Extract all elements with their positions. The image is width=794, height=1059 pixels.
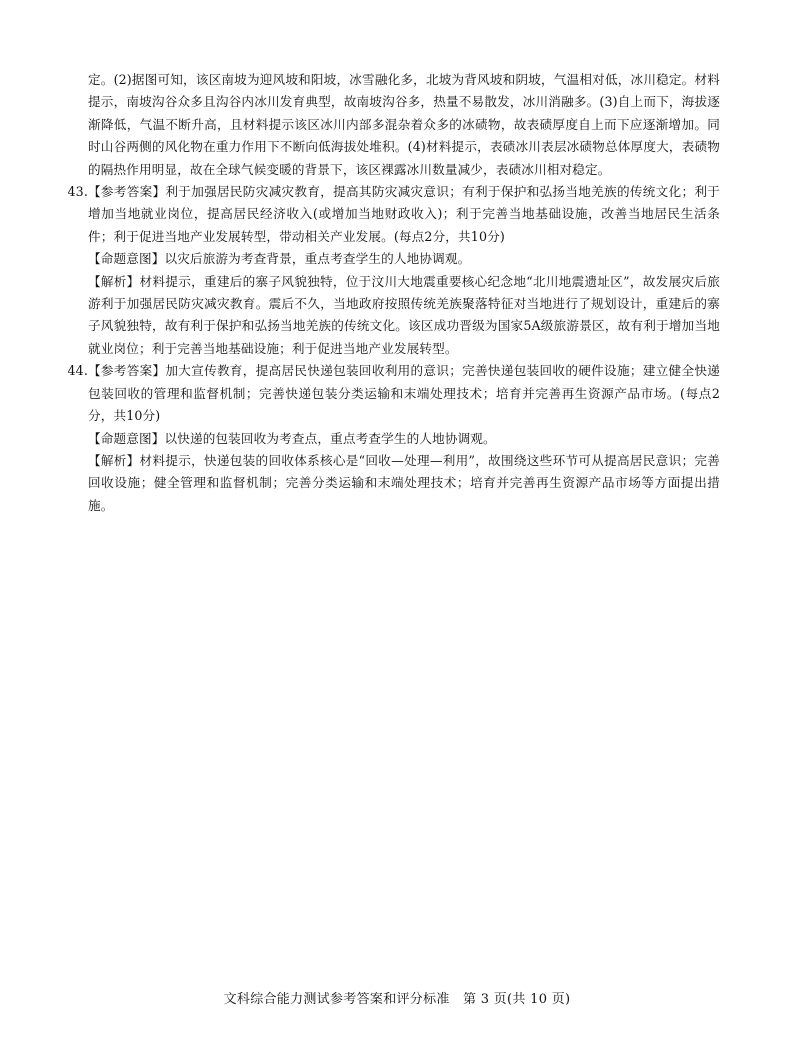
- question-intent: 【命题意图】以快递的包装回收为考查点，重点考查学生的人地协调观。: [88, 430, 496, 446]
- question-43-block: [67, 181, 720, 360]
- answer-content: [67, 69, 720, 517]
- question-intent: 【命题意图】以灾后旅游为考查背景，重点考查学生的人地协调观。: [88, 251, 471, 267]
- answer-analysis: 【解析】材料提示，重建后的寨子风貌独特，位于汶川大地震重要核心纪念地“北川地震遗址区”，故发展灾后旅游利于加强居民防灾减灾教育。震后不久，当地政府按照传统羌族聚落特征对当地进行了规划设计，重建后的寨子风貌独特，故有利于保护和弘扬当地羌族的传统文化。该区成功晋级为国家5A级旅游景区，故有利于增加当地就业岗位；利于完善当地基础设施；利于促进当地产业发展转型。: [88, 273, 720, 356]
- reference-answer: 【参考答案】利于加强居民防灾减灾教育，提高其防灾减灾意识；有利于保护和弘扬当地羌族的传统文化；利于增加当地就业岗位，提高居民经济收入(或增加当地财政收入)；利于完善当地基础设施，改善当地居民生活条件；利于促进当地产业发展转型，带动相关产业发展。(每点2分，共10分): [88, 184, 720, 244]
- previous-answer-continuation: 定。(2)据图可知，该区南坡为迎风坡和阳坡，冰雪融化多，北坡为背风坡和阴坡，气温相对低，冰川稳定。材料提示，南坡沟谷众多且沟谷内冰川发育典型，故南坡沟谷多，热量不易散发，冰川消融多。(3)自上而下，海拔逐渐降低，气温不断升高，且材料提示该区冰川内部多混杂着众多的冰碛物，故表碛厚度自上而下应逐渐增加。同时山谷两侧的风化物在重力作用下不断向低海拔处堆积。(4)材料提示，表碛冰川表层冰碛物总体厚度大，表碛物的隔热作用明显，故在全球气候变暖的背景下，该区裸露冰川数量减少，表碛冰川相对稳定。: [88, 72, 720, 177]
- reference-answer: 【参考答案】加大宣传教育，提高居民快递包装回收利用的意识；完善快递包装回收的硬件设施；建立健全快递包装回收的管理和监督机制；完善快递包装分类运输和末端处理技术；培育并完善再生资源产品市场。(每点2分，共10分): [88, 363, 720, 424]
- page-footer: 文科综合能力测试参考答案和评分标准 第 3 页(共 10 页): [223, 992, 571, 1007]
- answer-analysis: 【解析】材料提示，快递包装的回收体系核心是“回收—处理—利用”，故围绕这些环节可从提高居民意识；完善回收设施；健全管理和监督机制；完善分类运输和末端处理技术；培育并完善再生资源产品市场等方面提出措施。: [88, 452, 720, 513]
- question-number: 43.: [67, 184, 88, 200]
- question-44-block: [67, 360, 720, 517]
- question-number: 44.: [67, 363, 88, 379]
